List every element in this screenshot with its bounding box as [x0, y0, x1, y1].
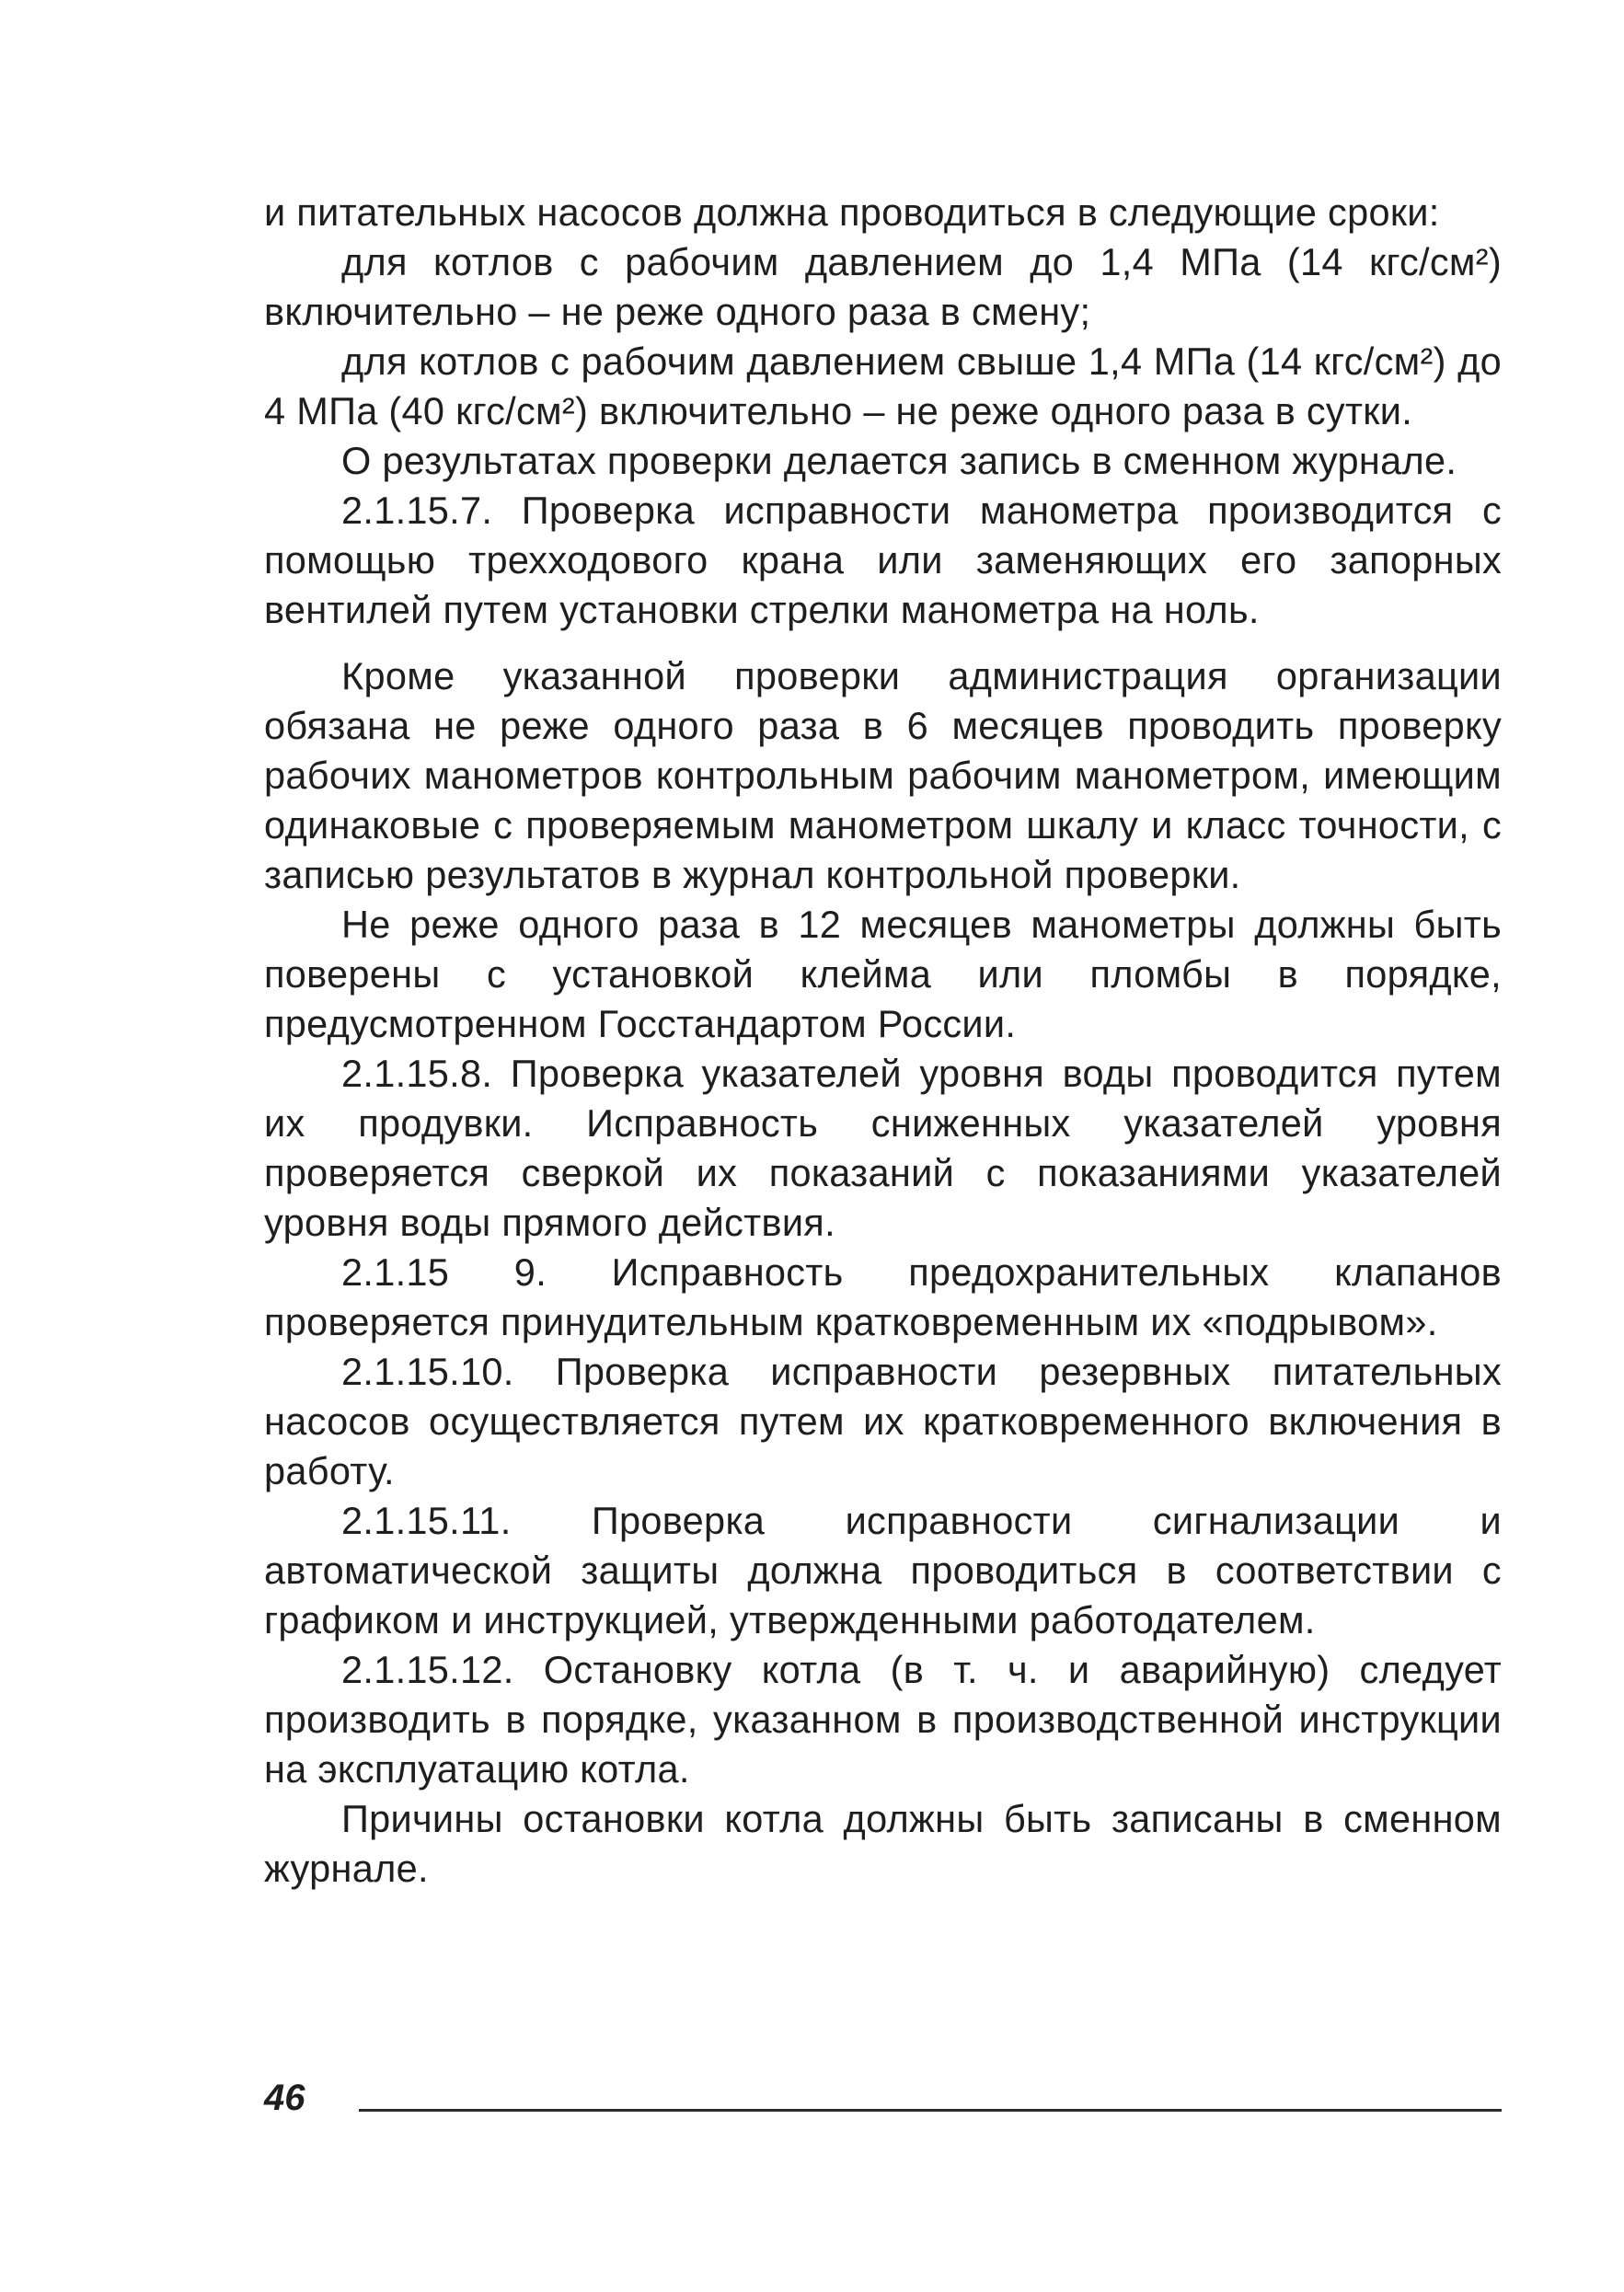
paragraph: 2.1.15.8. Проверка указателей уровня воды проводится путем их продувки. Исправность сниженных указателей уровня проверяется сверкой их показаний с показаниями указателей уровня воды прямого действия.: [264, 1052, 1502, 1244]
paragraph: Не реже одного раза в 12 месяцев манометры должны быть поверены с установкой клейма или пломбы в порядке, предусмотренном Госстандартом России.: [264, 903, 1502, 1045]
paragraph: для котлов с рабочим давлением свыше 1,4 МПа (14 кгс/см²) до 4 МПа (40 кгс/см²) включительно – не реже одного раза в сутки.: [264, 340, 1502, 432]
paragraph: 2.1.15 9. Исправность предохранительных клапанов проверяется принудительным кратковременным их «подрывом».: [264, 1250, 1502, 1343]
paragraph: для котлов с рабочим давлением до 1,4 МПа (14 кгс/см²) включительно – не реже одного раза в смену;: [264, 240, 1502, 333]
page-number: 46: [264, 2078, 305, 2118]
paragraph: и питательных насосов должна проводиться в следующие сроки:: [264, 190, 1440, 234]
paragraph: 2.1.15.7. Проверка исправности манометра производится с помощью трехходового крана или заменяющих его запорных вентилей путем установки стрелки манометра на ноль.: [264, 489, 1502, 631]
document-body: [264, 188, 1502, 1894]
paragraph: 2.1.15.11. Проверка исправности сигнализации и автоматической защиты должна проводиться в соответствии с графиком и инструкцией, утвержденными работодателем.: [264, 1499, 1502, 1641]
footer-divider: [359, 2109, 1502, 2112]
paragraph: Кроме указанной проверки администрация организации обязана не реже одного раза в 6 месяцев проводить проверку рабочих манометров контрольным рабочим манометром, имеющим одинаковые с проверяемым манометром шкалу и класс точности, с записью результатов в журнал контрольной проверки.: [264, 654, 1502, 896]
paragraph: 2.1.15.10. Проверка исправности резервных питательных насосов осуществляется путем их кратковременного включения в работу.: [264, 1350, 1502, 1492]
paragraph: 2.1.15.12. Остановку котла (в т. ч. и аварийную) следует производить в порядке, указанном в производственной инструкции на эксплуатацию котла.: [264, 1648, 1502, 1791]
paragraph: Причины остановки котла должны быть записаны в сменном журнале.: [264, 1797, 1502, 1890]
paragraph: О результатах проверки делается запись в сменном журнале.: [341, 439, 1457, 482]
